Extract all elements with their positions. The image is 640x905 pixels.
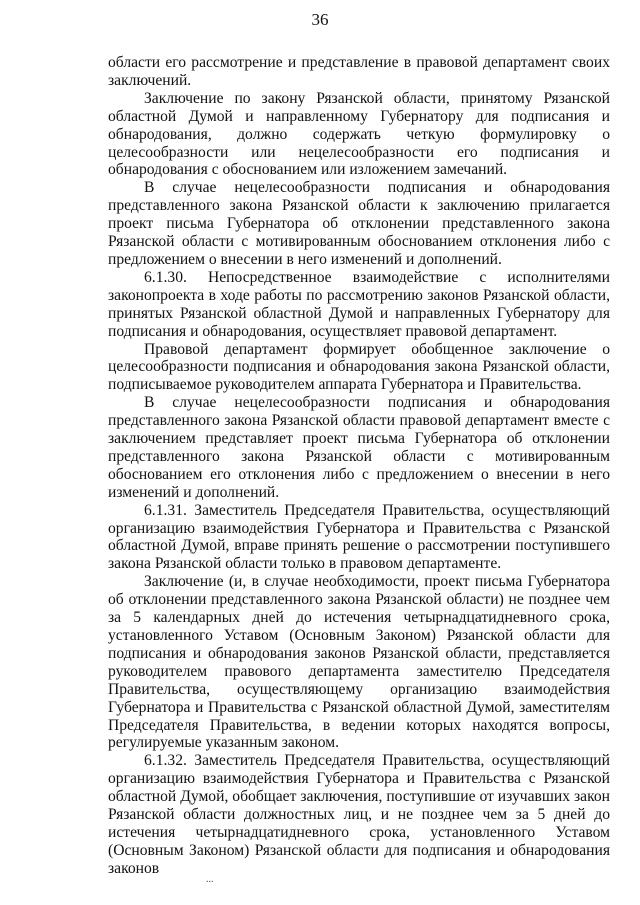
paragraph: В случае нецелесообразности подписания и обнародования представленного закона Рязанской области к заключению прилагается проект письма Губернатора об отклонении представленного закона Рязанской области с мотивированным обоснованием отклонения либо с предложением о внесении в него изменений и дополнений. (108, 179, 610, 268)
document-body (108, 54, 610, 878)
page-number: 36 (311, 10, 329, 29)
paragraph: Правовой департамент формирует обобщенное заключение о целесообразности подписания и обнародования закона Рязанской области, подписываемое руководителем аппарата Губернатора и Правительства. (108, 340, 610, 394)
scan-mark: ... (206, 874, 214, 885)
paragraph: 6.1.31. Заместитель Председателя Правительства, осуществляющий организацию взаимодействия Губернатора и Правительства с Рязанской областной Думой, вправе принять решение о рассмотрении поступившего закона Рязанской области только в правовом департаменте. (108, 501, 610, 573)
paragraph: Заключение (и, в случае необходимости, проект письма Губернатора об отклонении представленного закона Рязанской области) не позднее чем за 5 календарных дней до истечения четырнадцатидневного срока, установленного Уставом (Основным Законом) Рязанской области для подписания и обнародования законов Рязанской области, представляется руководителем правового департамента заместителю Председателя Правительства, осуществляющему организацию взаимодействия Губернатора и Правительства с Рязанской областной Думой, заместителям Председателя Правительства, в ведении которых находятся вопросы, регулируемые указанным законом. (108, 573, 610, 752)
paragraph: области его рассмотрение и представление в правовой департамент своих заключений. (108, 54, 610, 89)
paragraph: В случае нецелесообразности подписания и обнародования представленного закона Рязанской области правовой департамент вместе с заключением представляет проект письма Губернатора об отклонении представленного закона Рязанской области с мотивированным обоснованием его отклонения либо с предложением о внесении в него изменений и дополнений. (108, 394, 610, 501)
paragraph: 6.1.30. Непосредственное взаимодействие с исполнителями законопроекта в ходе работы по рассмотрению законов Рязанской области, принятых Рязанской областной Думой и направленных Губернатору для подписания и обнародования, осуществляет правовой департамент. (108, 268, 610, 340)
paragraph: Заключение по закону Рязанской области, принятому Рязанской областной Думой и направленному Губернатору для подписания и обнародования, должно содержать четкую формулировку о целесообразности или нецелесообразности его подписания и обнародования с обоснованием или изложением замечаний. (108, 89, 610, 179)
paragraph: 6.1.32. Заместитель Председателя Правительства, осуществляющий организацию взаимодействия Губернатора и Правительства с Рязанской областной Думой, обобщает заключения, поступившие от изучавших закон Рязанской области должностных лиц, и не позднее чем за 5 дней до истечения четырнадцатидневного срока, установленного Уставом (Основным Законом) Рязанской области для подписания и обнародования законов (108, 752, 610, 877)
